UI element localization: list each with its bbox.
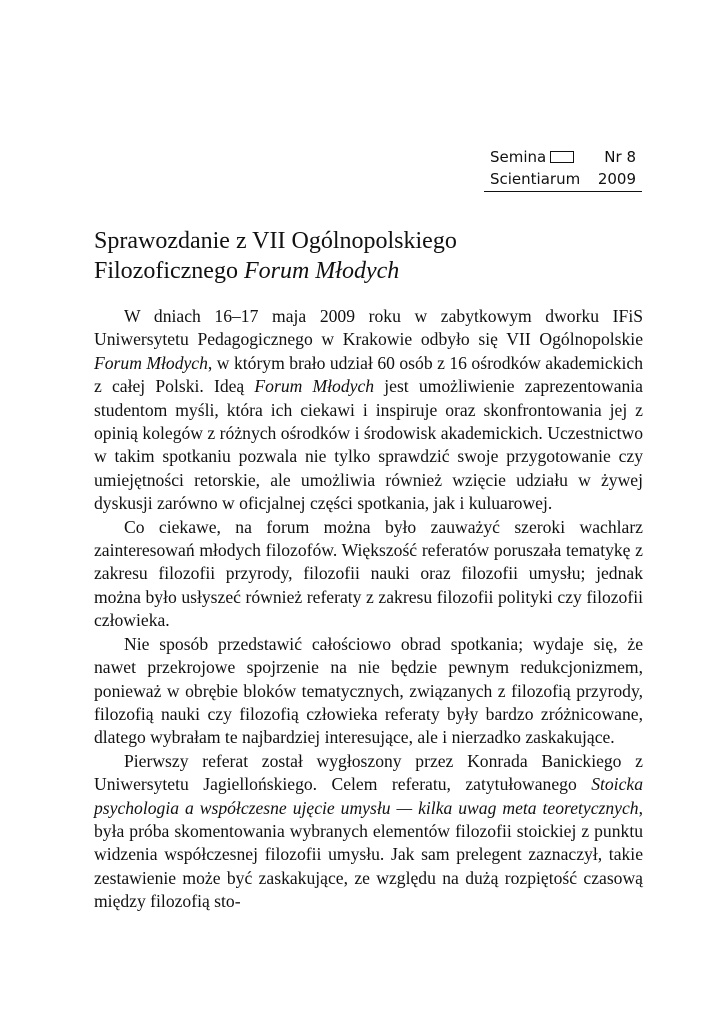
- header-row-1: [484, 146, 642, 168]
- paragraph-4: Pierwszy referat został wygłoszony przez Konrada Banickiego z Uniwersytetu Jagiellońskiego. Celem referatu, zatytułowanego Stoicka psychologia a współczesne ujęcie umysłu — kilka uwag meta teoretycznych, była próba skomentowania wybranych elementów filozofii stoickiej z punktu widzenia współczesnej filozofii umysłu. Jak sam prelegent zaznaczył, takie zestawienie może być zaskakujące, ze względu na dużą rozpiętość czasową między filozofią sto-: [94, 750, 643, 912]
- paragraph-1: W dniach 16–17 maja 2009 roku w zabytkowym dworku IFiS Uniwersytetu Pedagogicznego w Krakowie odbyło się VII Ogólnopolskie Forum Młodych, w którym brało udział 60 osób z 16 ośrodków akademickich z całej Polski. Ideą Forum Młodych jest umożliwienie zaprezentowania studentom myśli, która ich ciekawi i inspiruje oraz skonfrontowania jej z opinią kolegów z różnych ośrodków i środowisk akademickich. Uczestnictwo w takim spotkaniu pozwala nie tylko sprawdzić swoje przygotowanie czy umiejętności retorskie, ale umożliwia również wzięcie udziału w żywej dyskusji zarówno w oficjalnej części spotkania, jak i kuluarowej.: [94, 306, 643, 514]
- journal-header: [484, 146, 642, 192]
- paragraph-3: Nie sposób przedstawić całościowo obrad spotkania; wydaje się, że nawet przekrojowe spojrzenie na nie będzie pewnym redukcjonizmem, ponieważ w obrębie bloków tematycznych, związanych z filozofią przyrody, filozofią nauki czy filozofią człowieka referaty były bardzo zróżnicowane, dlatego wybrałam te najbardziej interesujące, ale i nierzadko zaskakujące.: [94, 633, 643, 748]
- article-body: [94, 305, 643, 914]
- paragraph-2: Co ciekawe, na forum można było zauważyć szeroki wachlarz zainteresowań młodych filozofów. Większość referatów poruszała tematykę z zakresu filozofii przyrody, filozofii nauki oraz filozofii umysłu; jednak można było usłyszeć również referaty z zakresu filozofii polityki czy filozofii człowieka.: [94, 516, 643, 631]
- header-row-2: [484, 168, 642, 190]
- title-line2-italic: Forum Młodych: [243, 258, 400, 284]
- journal-name-line1: Semina: [484, 146, 580, 168]
- title-line1: Sprawozdanie z VII Ogólnopolskiego: [94, 228, 457, 254]
- issue-number: Nr 8: [604, 148, 636, 166]
- article-title: [94, 226, 654, 286]
- issue-year: 2009: [597, 170, 636, 188]
- title-line2-plain: Filozoficznego: [94, 258, 244, 284]
- journal-name-line2: Scientiarum: [490, 170, 581, 188]
- square-icon: [550, 151, 574, 163]
